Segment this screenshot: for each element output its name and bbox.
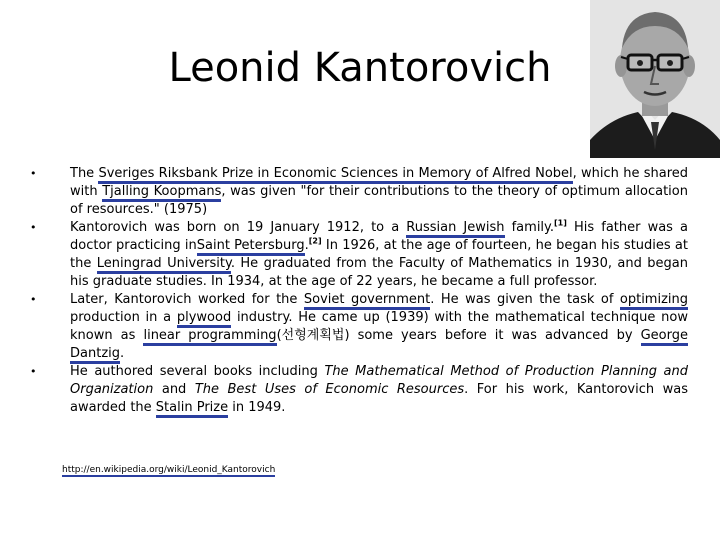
portrait-photo	[590, 0, 720, 158]
george-dantzig-link[interactable]: George Dantzig	[70, 328, 688, 364]
bullet-item: • Later, Kantorovich worked for the Soviet government. He was given the task of optimizing production in a plywood industry. He came up (1939) with the mathematical technique now known as linear programming(선형계획법) some years before it was advanced by George Dantzig.	[28, 291, 688, 363]
plywood-link[interactable]: plywood	[177, 310, 231, 328]
bullet-list	[28, 165, 688, 417]
bullet-item: • Kantorovich was born on 19 January 1912, to a Russian Jewish family.[1] His father was a doctor practicing inSaint Petersburg.[2] In 1926, at the age of fourteen, he began his studies at the Leningrad University. He graduated from the Faculty of Mathematics in 1930, and began his graduate studies. In 1934, at the age of 22 years, he became a full professor.	[28, 219, 688, 291]
linear-programming-link[interactable]: linear programming	[143, 328, 276, 346]
bullet-item: • The Sveriges Riksbank Prize in Economic Sciences in Memory of Alfred Nobel, which he shared with Tjalling Koopmans, was given "for their contributions to the theory of optimum allocation of resources." (1975)	[28, 165, 688, 219]
koopmans-link[interactable]: Tjalling Koopmans	[102, 184, 221, 202]
citation-2[interactable]: [2]	[308, 236, 322, 246]
book-title: The Best Uses of Economic Resources	[194, 382, 465, 397]
citation-1[interactable]: [1]	[554, 218, 567, 228]
soviet-government-link[interactable]: Soviet government	[304, 292, 430, 310]
source-link[interactable]: http://en.wikipedia.org/wiki/Leonid_Kantorovich	[62, 465, 276, 475]
russian-jewish-link[interactable]: Russian Jewish	[406, 220, 504, 238]
bullet-item: • He authored several books including The Mathematical Method of Production Planning and Organization and The Best Uses of Economic Resources. For his work, Kantorovich was awarded the Stalin Prize in 1949.	[28, 363, 688, 417]
nobel-prize-link[interactable]: Sveriges Riksbank Prize in Economic Sciences in Memory of Alfred Nobel	[98, 166, 572, 184]
optimizing-link[interactable]: optimizing	[620, 292, 688, 310]
saint-petersburg-link[interactable]: Saint Petersburg	[197, 238, 305, 256]
book-title: The Mathematical Method of Production Planning and Organization	[70, 364, 688, 397]
leningrad-university-link[interactable]: Leningrad University	[97, 256, 231, 274]
stalin-prize-link[interactable]: Stalin Prize	[156, 400, 228, 418]
page-title: Leonid Kantorovich	[168, 45, 552, 91]
